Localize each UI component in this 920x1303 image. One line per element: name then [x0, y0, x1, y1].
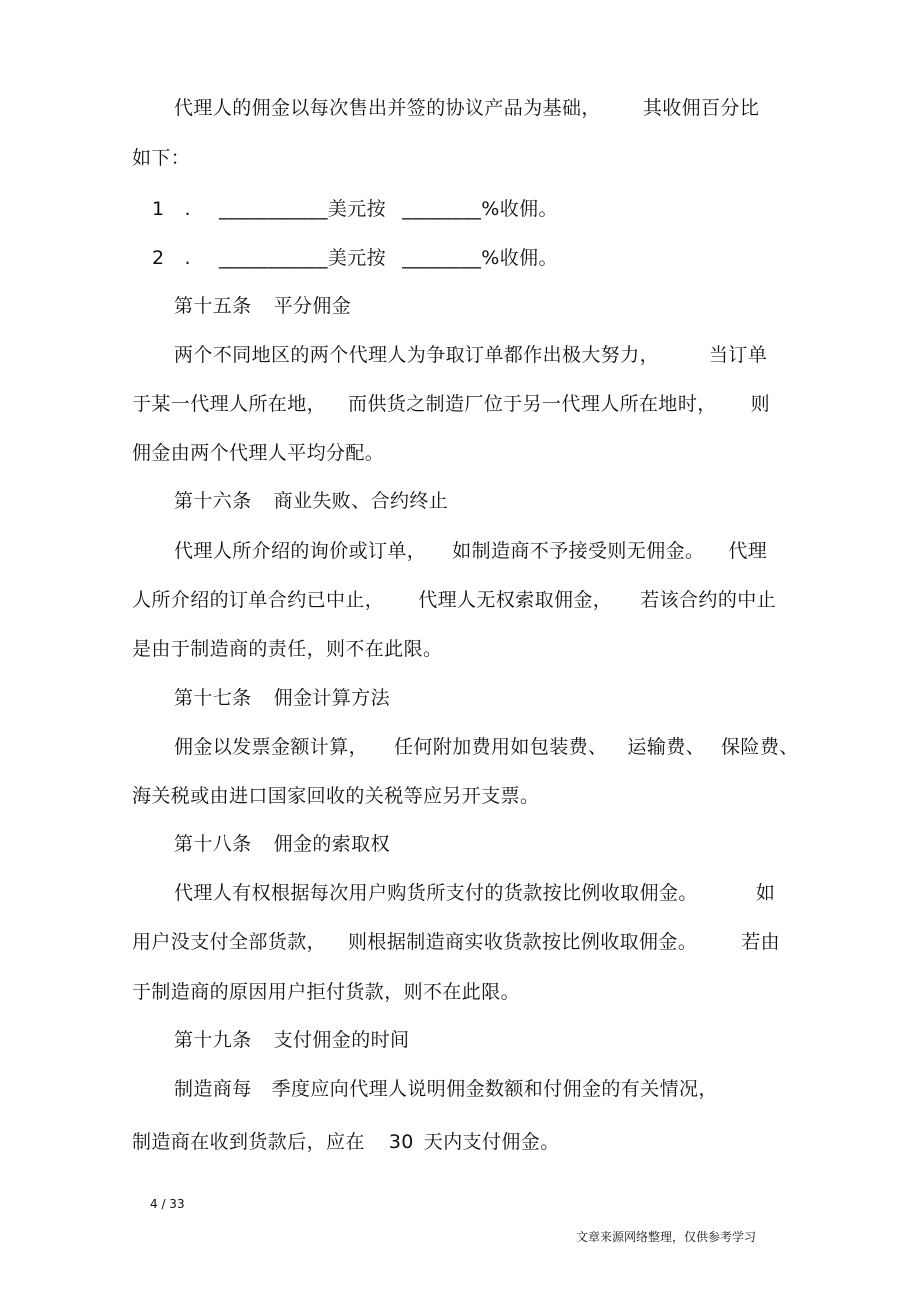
text-segment: 制造商在收到货款后，应在 — [132, 1131, 365, 1153]
article-title: 平分佣金 — [273, 295, 352, 317]
page-number: 4 / 33 — [150, 1197, 185, 1211]
text-segment: 佣金以发票金额计算， — [174, 736, 369, 758]
text-segment: 运输费、 — [627, 736, 706, 758]
text-segment: 如制造商不予接受则无佣金。 — [452, 540, 705, 562]
text-segment: 其收佣百分比 — [642, 97, 760, 119]
text-segment: 代理 — [728, 540, 768, 562]
list-item — [152, 197, 558, 221]
article-heading — [174, 489, 448, 513]
text-segment: 制造商每 — [174, 1078, 252, 1100]
article-title: 佣金计算方法 — [273, 687, 391, 709]
article-title: 支付佣金的时间 — [273, 1029, 410, 1051]
article-heading — [174, 294, 351, 318]
text-segment: 若该合约的中止 — [640, 589, 777, 611]
article-heading — [174, 1028, 409, 1052]
text-segment: 如 — [755, 882, 776, 904]
article-title: 佣金的索取权 — [273, 833, 391, 855]
text-segment: %收佣。 — [481, 247, 558, 269]
text-segment: 保险费、 — [721, 736, 799, 758]
text-segment: 美元按 — [327, 247, 387, 269]
text-segment: 人所介绍的订单合约已中止， — [132, 589, 385, 611]
article-label: 第十五条 — [174, 295, 252, 317]
footer-note: 文章来源网络整理，仅供参考学习 — [576, 1230, 757, 1244]
text-segment: 用户没支付全部货款， — [132, 931, 327, 953]
list-item — [152, 246, 558, 270]
blank-field: ___________ — [218, 247, 328, 269]
article-title: 商业失败、合约终止 — [273, 490, 449, 512]
text-segment: 任何附加费用如包装费、 — [394, 736, 608, 758]
paragraph-line — [132, 1130, 560, 1154]
text-segment: 季度应向代理人说明佣金数额和付佣金的有关情况， — [271, 1078, 718, 1100]
article-heading — [174, 832, 390, 856]
text-segment: 当订单 — [709, 344, 768, 366]
paragraph-line — [174, 96, 759, 120]
text-segment: 两个不同地区的两个代理人为争取订单都作出极大努力， — [174, 344, 660, 366]
text-segment: 于某一代理人所在地， — [132, 393, 327, 415]
text-segment: 代理人所介绍的询价或订单， — [174, 540, 427, 562]
article-label: 第十八条 — [174, 833, 252, 855]
text-segment: 天内支付佣金。 — [423, 1131, 560, 1153]
text-segment: 30 — [388, 1131, 414, 1153]
paragraph-line — [132, 588, 776, 612]
item-dot: . — [184, 247, 191, 269]
text-segment: 代理人有权根据每次用户购货所支付的货款按比例收取佣金。 — [174, 882, 698, 904]
text-segment: 代理人的佣金以每次售出并签的协议产品为基础， — [174, 97, 601, 119]
paragraph-line: 于制造商的原因用户拒付货款，则不在此限。 — [132, 981, 521, 1003]
paragraph-line — [174, 881, 775, 905]
item-dot: . — [184, 198, 191, 220]
paragraph-line — [174, 539, 767, 563]
text-segment: 则根据制造商实收货款按比例收取佣金。 — [348, 931, 698, 953]
item-number: 2 — [152, 247, 165, 269]
article-label: 第十六条 — [174, 490, 252, 512]
text-segment: 而供货之制造厂位于另一代理人所在地时， — [348, 393, 717, 415]
text-segment: 则 — [750, 393, 771, 415]
paragraph-line: 如下： — [132, 147, 191, 169]
article-label: 第十九条 — [174, 1029, 252, 1051]
paragraph-line: 海关税或由进口国家回收的关税等应另开支票。 — [132, 785, 540, 807]
paragraph-line — [132, 392, 770, 416]
text-segment: 若由 — [741, 931, 781, 953]
article-heading — [174, 686, 390, 710]
blank-field: ________ — [402, 198, 482, 220]
paragraph-line: 佣金由两个代理人平均分配。 — [132, 442, 385, 464]
paragraph-line — [174, 1077, 718, 1101]
text-segment: %收佣。 — [481, 198, 558, 220]
paragraph-line: 是由于制造商的责任，则不在此限。 — [132, 638, 443, 660]
blank-field: ___________ — [218, 198, 328, 220]
item-number: 1 — [152, 198, 165, 220]
paragraph-line — [174, 735, 799, 759]
paragraph-line — [174, 343, 767, 367]
text-segment: 代理人无权索取佣金， — [418, 589, 613, 611]
paragraph-line — [132, 930, 780, 954]
article-label: 第十七条 — [174, 687, 252, 709]
text-segment: 美元按 — [327, 198, 387, 220]
blank-field: ________ — [402, 247, 482, 269]
